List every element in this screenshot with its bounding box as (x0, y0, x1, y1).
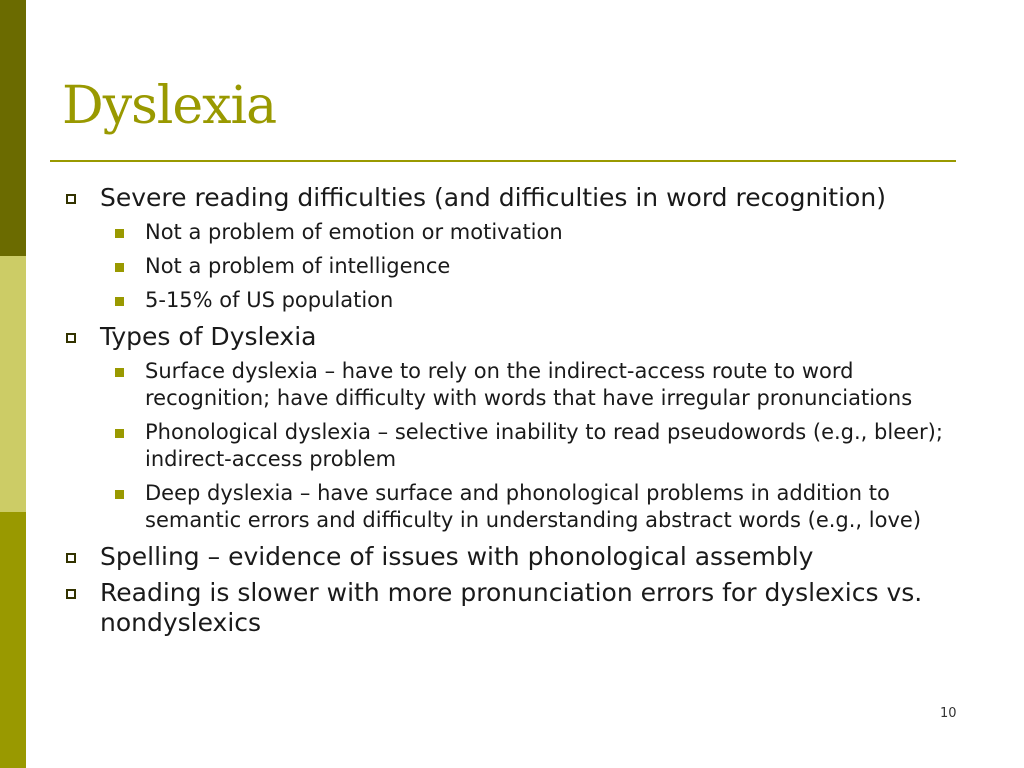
hollow-square-bullet-icon (66, 333, 76, 343)
sub-bullet-item (62, 419, 962, 473)
bullet-item (62, 542, 962, 572)
slide-body (62, 183, 962, 644)
filled-square-bullet-icon (115, 368, 124, 377)
filled-square-bullet-icon (115, 297, 124, 306)
sub-bullet-text: Phonological dyslexia – selective inability to read pseudowords (e.g., bleer); indirect-access problem (145, 420, 943, 471)
title-underline (50, 160, 956, 162)
sub-bullet-item (62, 480, 962, 534)
bullet-item (62, 578, 962, 638)
sub-bullet-text: 5-15% of US population (145, 288, 394, 312)
hollow-square-bullet-icon (66, 589, 76, 599)
bullet-text: Types of Dyslexia (100, 322, 317, 351)
page-number: 10 (940, 706, 957, 721)
sub-bullet-item (62, 287, 962, 314)
bullet-text: Spelling – evidence of issues with phonological assembly (100, 542, 814, 571)
sub-bullet-item (62, 253, 962, 280)
bullet-text: Reading is slower with more pronunciation errors for dyslexics vs. nondyslexics (100, 578, 923, 637)
filled-square-bullet-icon (115, 263, 124, 272)
hollow-square-bullet-icon (66, 553, 76, 563)
filled-square-bullet-icon (115, 490, 124, 499)
sub-bullet-text: Surface dyslexia – have to rely on the indirect-access route to word recognition; have difficulty with words that have irregular pronunciations (145, 359, 913, 410)
sub-bullet-text: Not a problem of emotion or motivation (145, 220, 563, 244)
side-bar-dark-segment (0, 0, 26, 256)
bullet-item (62, 183, 962, 213)
bullet-text: Severe reading difficulties (and difficulties in word recognition) (100, 183, 886, 212)
sub-bullet-item (62, 219, 962, 246)
sub-bullet-item (62, 358, 962, 412)
sub-bullet-text: Not a problem of intelligence (145, 254, 451, 278)
slide-title: Dyslexia (62, 76, 277, 136)
bullet-item (62, 322, 962, 352)
side-accent-bar (0, 0, 26, 768)
side-bar-light-segment (0, 256, 26, 512)
sub-bullet-text: Deep dyslexia – have surface and phonological problems in addition to semantic errors and difficulty in understanding abstract words (e.g., love) (145, 481, 922, 532)
filled-square-bullet-icon (115, 429, 124, 438)
filled-square-bullet-icon (115, 229, 124, 238)
hollow-square-bullet-icon (66, 194, 76, 204)
side-bar-mid-segment (0, 512, 26, 768)
